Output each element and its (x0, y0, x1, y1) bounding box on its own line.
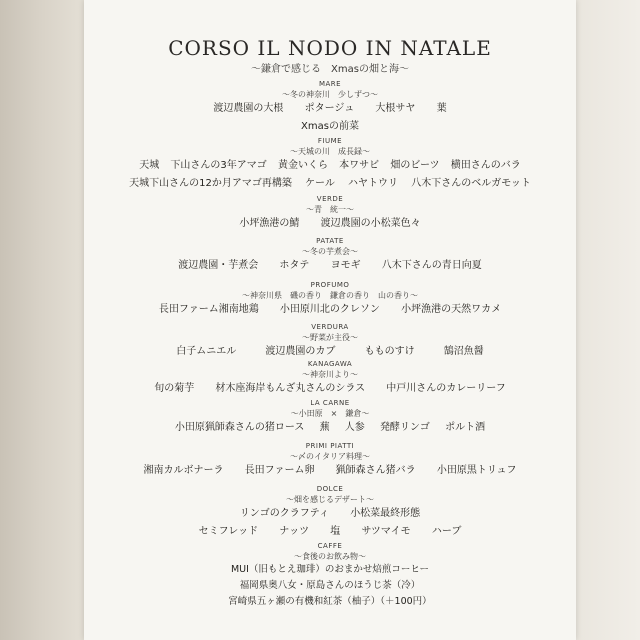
course-line (84, 505, 576, 523)
course-section-kanagawa (84, 359, 576, 398)
dish-item: ポタージュ (304, 103, 355, 114)
course-category: VERDE (316, 195, 344, 203)
dish-item: 大根サヤ (375, 103, 416, 114)
course-section-mare (84, 79, 576, 136)
course-section-fiume (84, 136, 576, 193)
dish-item: ハヤトウリ (348, 178, 399, 189)
dish-item: 小田原猟師森さんの猪ロース (174, 422, 305, 433)
course-section-verdura (84, 322, 576, 361)
course-line (84, 157, 576, 175)
course-category: LA CARNE (310, 399, 350, 407)
course-section-patate (84, 236, 576, 275)
course-category: CAFFE (317, 542, 343, 550)
dish-item: 渡辺農園のカブ (265, 346, 336, 357)
course-section-profumo (84, 280, 576, 319)
dish-item: 中戸川さんのカレーリーフ (386, 383, 506, 394)
dish-item: セミフレッド (198, 526, 259, 537)
dish-item: ポルト酒 (445, 422, 486, 433)
dish-item: 小田原川北のクレソン (279, 304, 380, 315)
course-line (84, 175, 576, 193)
course-line (84, 380, 576, 398)
dish-item: ホタテ (279, 260, 310, 271)
course-category: PROFUMO (310, 281, 350, 289)
course-theme: 〜〆のイタリア料理〜 (290, 452, 370, 461)
dish-item: ナッツ (279, 526, 310, 537)
course-line (84, 100, 576, 118)
dish-item: 長田ファーム湘南地鶏 (158, 304, 259, 315)
course-theme: 〜冬の芋煮会〜 (302, 247, 358, 256)
course-line (84, 257, 576, 275)
drink-item: 福岡県奥八女・原島さんのほうじ茶（冷） (239, 580, 421, 591)
dish-item: 旬の菊芋 (154, 383, 195, 394)
course-theme: 〜天城の川 成長録〜 (290, 147, 370, 156)
dish-item: 鵠沼魚醤 (443, 346, 484, 357)
dish-item: サツマイモ (361, 526, 411, 537)
dish-item: 渡辺農園の小松菜色々 (320, 218, 421, 229)
dish-item: 天城下山さんの12か月アマゴ再構築 (129, 178, 292, 189)
background-right (570, 0, 640, 640)
course-category: VERDURA (311, 323, 349, 331)
course-line (84, 301, 576, 319)
dish-item: 材木座海岸もんざ丸さんのシラス (215, 383, 366, 394)
dish-item: もものすけ (364, 346, 415, 357)
course-theme: 〜冬の神奈川 少しずつ〜 (282, 90, 378, 99)
dish-item: 黄金いくら (277, 160, 328, 171)
dish-item: 塩 (330, 526, 341, 537)
course-theme: 〜神奈川県 磯の香り 鎌倉の香り 山の香り〜 (242, 291, 418, 300)
dish-item: ハーブ (431, 526, 462, 537)
dish-item: 畑のビーツ (390, 160, 440, 171)
course-section-la-carne (84, 398, 576, 437)
course-category: PATATE (316, 237, 344, 245)
menu-title: CORSO IL NODO IN NATALE (168, 36, 492, 60)
dish-item: 湘南カルボナーラ (143, 465, 224, 476)
menu-card (84, 0, 576, 640)
dish-item: リンゴのクラフティ (239, 508, 329, 519)
course-line (84, 215, 576, 233)
course-line (84, 419, 576, 437)
course-category: DOLCE (316, 485, 344, 493)
course-category: MARE (318, 80, 342, 88)
course-theme: 〜青 統一〜 (306, 205, 354, 214)
course-theme: 〜神奈川より〜 (302, 370, 358, 379)
course-category: FIUME (317, 137, 343, 145)
course-section-primi-piatti (84, 441, 576, 480)
dish-item: 発酵リンゴ (379, 422, 430, 433)
course-theme: 〜野菜が主役〜 (302, 333, 358, 342)
dish-item: 蕪 (319, 422, 330, 433)
dish-item: 横田さんのバラ (450, 160, 521, 171)
dish-item: 葉 (436, 103, 447, 114)
dish-item: 長田ファーム卵 (244, 465, 315, 476)
dish-item: 人参 (344, 422, 365, 433)
course-category: KANAGAWA (307, 360, 353, 368)
dish-item: 小坪漁港の天然ワカメ (401, 304, 502, 315)
drink-item: MUI（旧もとえ珈琲）のおまかせ焙煎コーヒー (230, 564, 430, 575)
course-category: PRIMI PIATTI (305, 442, 355, 450)
dish-item: 猟師森さん猪バラ (335, 465, 416, 476)
course-line (84, 462, 576, 480)
course-theme: 〜小田原 × 鎌倉〜 (290, 409, 370, 418)
course-theme: 〜畑を感じるデザート〜 (286, 495, 374, 504)
course-line (84, 523, 576, 541)
dish-item: 小田原黒トリュフ (436, 465, 517, 476)
course-line (84, 118, 576, 136)
dish-item: 渡辺農園の大根 (213, 103, 284, 114)
course-section-caffe (84, 541, 576, 610)
dish-item: 下山さんの3年アマゴ (170, 160, 267, 171)
dish-item: 八木下さんの青日向夏 (381, 260, 482, 271)
course-section-dolce (84, 484, 576, 541)
dish-item: 渡辺農園・芋煮会 (178, 260, 259, 271)
course-theme: 〜食後のお飲み物〜 (294, 552, 366, 561)
dish-item: 天城 (139, 160, 160, 171)
dish-item: Xmasの前菜 (301, 121, 359, 132)
dish-item: ヨモギ (330, 260, 361, 271)
dish-item: 小松菜最終形態 (350, 508, 421, 519)
course-section-verde (84, 194, 576, 233)
menu-subtitle: 〜鎌倉で感じる Xmasの畑と海〜 (251, 64, 409, 75)
dish-item: 八木下さんのベルガモット (411, 178, 531, 189)
dish-item: 小坪漁港の鯖 (239, 218, 300, 229)
dish-item: 白子ムニエル (176, 346, 237, 357)
dish-item: ケール (305, 178, 335, 189)
drink-item: 宮崎県五ヶ瀬の有機和紅茶（柚子）（＋100円） (228, 596, 432, 607)
dish-item: 本ワサビ (339, 160, 380, 171)
